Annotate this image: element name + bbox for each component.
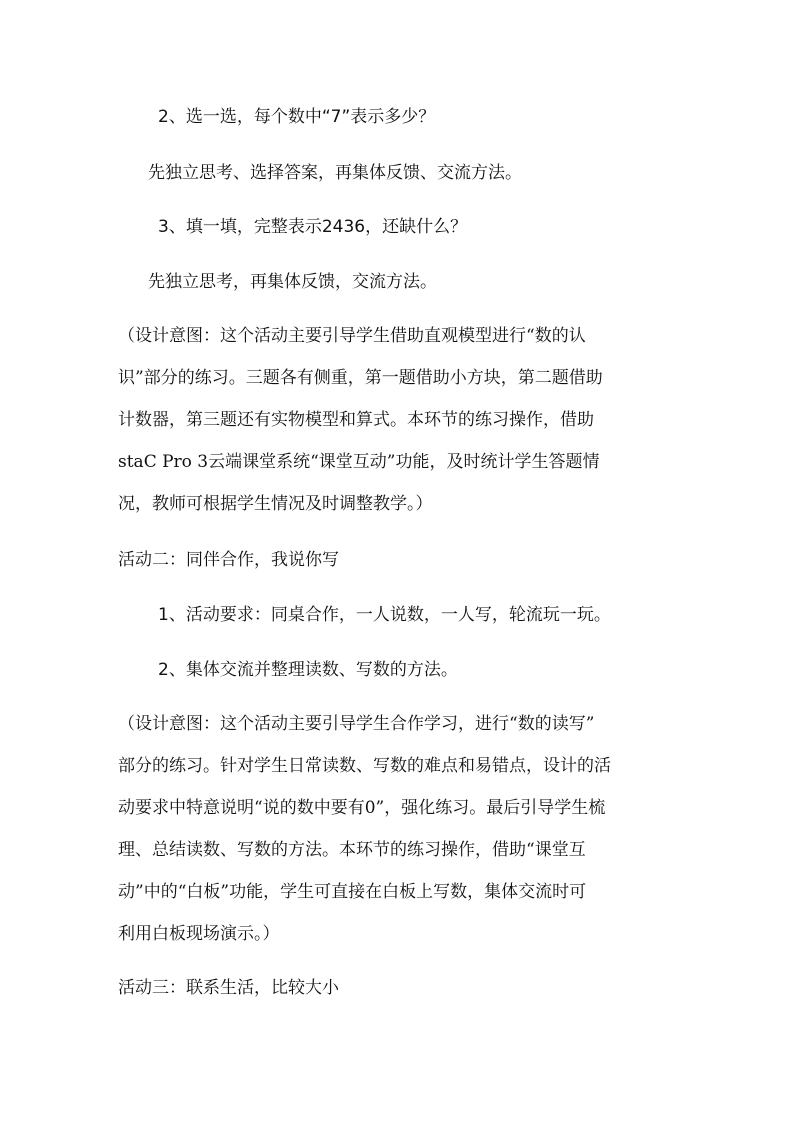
design-intent-1-line: staC Pro 3云端课堂系统“课堂互动”功能，及时统计学生答题情 bbox=[118, 452, 600, 472]
activity-3-title: 活动三：联系生活，比较大小 bbox=[118, 978, 339, 998]
item-select: 2、选一选，每个数中“7”表示多少？ bbox=[158, 107, 436, 127]
activity-2-share: 2、集体交流并整理读数、写数的方法。 bbox=[158, 660, 458, 680]
item-select-method: 先独立思考、选择答案，再集体反馈、交流方法。 bbox=[148, 163, 522, 183]
design-intent-2-line: 动”中的“白板”功能，学生可直接在白板上写数，集体交流时可 bbox=[118, 882, 587, 902]
activity-2-title: 活动二：同伴合作，我说你写 bbox=[118, 550, 339, 570]
item-fill: 3、填一填，完整表示2436，还缺什么？ bbox=[158, 217, 468, 237]
design-intent-1-line: 况，教师可根据学生情况及时调整教学。） bbox=[118, 494, 433, 514]
design-intent-2-line: 动要求中特意说明“说的数中要有0”，强化练习。最后引导学生梳 bbox=[118, 798, 606, 818]
design-intent-2-line: 部分的练习。针对学生日常读数、写数的难点和易错点，设计的活 bbox=[118, 756, 611, 776]
activity-2-requirement: 1、活动要求：同桌合作，一人说数，一人写，轮流玩一玩。 bbox=[158, 605, 611, 625]
design-intent-1-line: 识”部分的练习。三题各有侧重，第一题借助小方块，第二题借助 bbox=[118, 368, 603, 388]
design-intent-2-line: 利用白板现场演示。） bbox=[118, 924, 280, 944]
design-intent-1-line: （设计意图：这个活动主要引导学生借助直观模型进行“数的认 bbox=[118, 326, 586, 346]
design-intent-2-line: 理、总结读数、写数的方法。本环节的练习操作，借助“课堂互 bbox=[118, 840, 586, 860]
design-intent-2-line: （设计意图：这个活动主要引导学生合作学习，进行“数的读写” bbox=[118, 714, 595, 734]
design-intent-2 bbox=[118, 713, 678, 953]
design-intent-1 bbox=[118, 325, 678, 525]
design-intent-1-line: 计数器，第三题还有实物模型和算式。本环节的练习操作，借助 bbox=[118, 410, 594, 430]
item-fill-method: 先独立思考，再集体反馈，交流方法。 bbox=[148, 272, 437, 292]
